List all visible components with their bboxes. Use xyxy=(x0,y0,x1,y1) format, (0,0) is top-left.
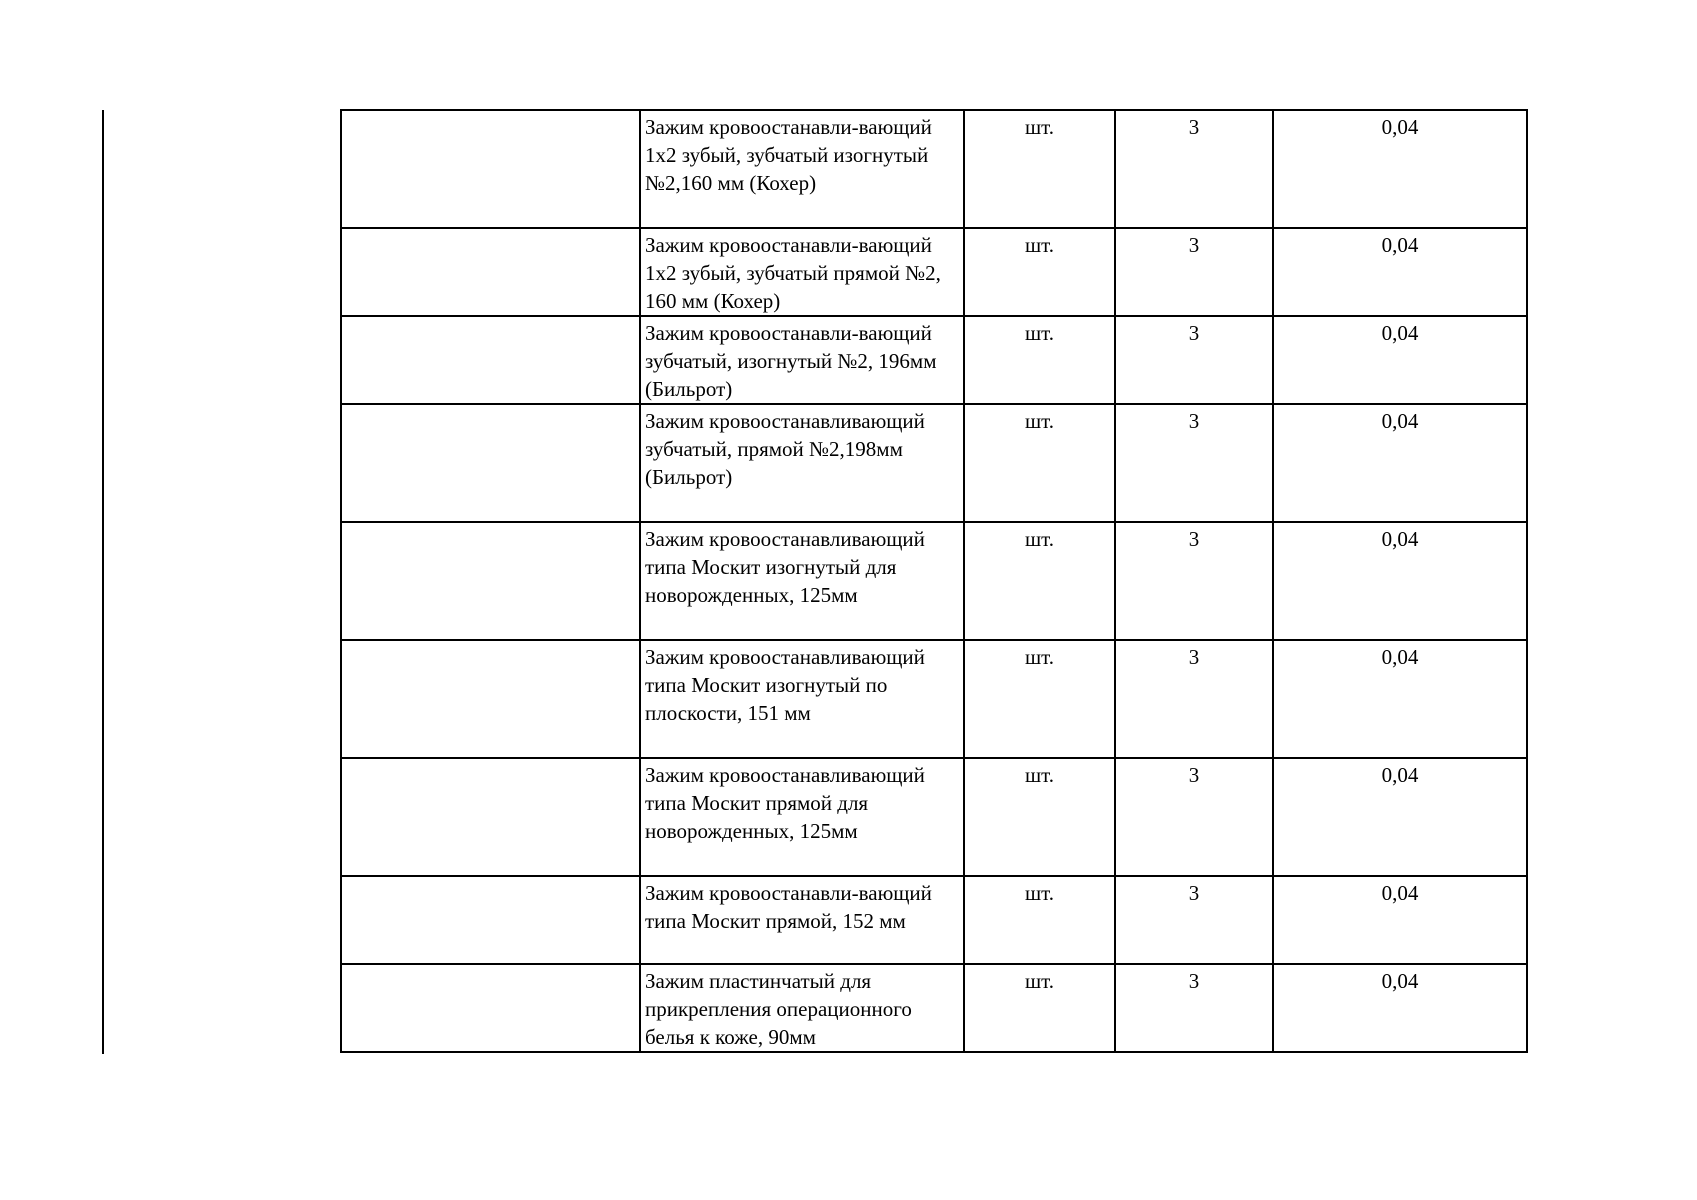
table-cell-col1 xyxy=(341,876,640,964)
item-unit: шт. xyxy=(1024,969,1055,993)
item-unit: шт. xyxy=(1024,115,1055,139)
table-cell-qty xyxy=(1115,758,1273,876)
table-row xyxy=(341,316,1527,404)
table-cell-unit xyxy=(964,758,1115,876)
table-cell-value xyxy=(1273,316,1527,404)
table-cell-name xyxy=(640,758,964,876)
table-cell-value xyxy=(1273,640,1527,758)
table-cell-name xyxy=(640,640,964,758)
table-cell-col1 xyxy=(341,316,640,404)
table-cell-qty xyxy=(1115,404,1273,522)
item-value: 0,04 xyxy=(1381,527,1419,551)
item-qty: 3 xyxy=(1188,645,1200,669)
table-cell-unit xyxy=(964,316,1115,404)
item-qty: 3 xyxy=(1188,409,1200,433)
item-qty: 3 xyxy=(1188,233,1200,257)
item-unit: шт. xyxy=(1024,233,1055,257)
table-row xyxy=(341,964,1527,1052)
item-value: 0,04 xyxy=(1381,115,1419,139)
item-name: Зажим кровоостанавливающий типа Москит изогнутый по плоскости, 151 мм xyxy=(645,645,925,725)
table-cell-name xyxy=(640,228,964,316)
table-cell-value xyxy=(1273,110,1527,228)
item-unit: шт. xyxy=(1024,527,1055,551)
table-row xyxy=(341,876,1527,964)
item-qty: 3 xyxy=(1188,115,1200,139)
page-margin-line xyxy=(102,110,104,1054)
table-row xyxy=(341,640,1527,758)
table-row xyxy=(341,758,1527,876)
table-cell-qty xyxy=(1115,228,1273,316)
table-cell-unit xyxy=(964,640,1115,758)
table-cell-value xyxy=(1273,522,1527,640)
table-cell-value xyxy=(1273,758,1527,876)
item-unit: шт. xyxy=(1024,409,1055,433)
item-name: Зажим кровоостанавли-вающий типа Москит прямой, 152 мм xyxy=(645,881,932,933)
table-cell-col1 xyxy=(341,228,640,316)
item-name: Зажим кровоостанавливающий зубчатый, прямой №2,198мм (Бильрот) xyxy=(645,409,925,489)
table-cell-qty xyxy=(1115,964,1273,1052)
item-name: Зажим кровоостанавливающий типа Москит прямой для новорожденных, 125мм xyxy=(645,763,925,843)
table-row xyxy=(341,522,1527,640)
item-name: Зажим кровоостанавли-вающий зубчатый, изогнутый №2, 196мм (Бильрот) xyxy=(645,321,937,401)
item-unit: шт. xyxy=(1024,763,1055,787)
item-name: Зажим кровоостанавливающий типа Москит изогнутый для новорожденных, 125мм xyxy=(645,527,925,607)
table-row xyxy=(341,404,1527,522)
table-row xyxy=(341,110,1527,228)
table-cell-name xyxy=(640,876,964,964)
table-cell-col1 xyxy=(341,758,640,876)
item-unit: шт. xyxy=(1024,881,1055,905)
table-cell-name xyxy=(640,404,964,522)
table-cell-col1 xyxy=(341,110,640,228)
item-name: Зажим кровоостанавли-вающий 1х2 зубый, зубчатый прямой №2, 160 мм (Кохер) xyxy=(645,233,941,313)
table-cell-value xyxy=(1273,876,1527,964)
item-name: Зажим кровоостанавли-вающий 1х2 зубый, зубчатый изогнутый №2,160 мм (Кохер) xyxy=(645,115,932,195)
item-name: Зажим пластинчатый для прикрепления операционного белья к коже, 90мм xyxy=(645,969,912,1049)
item-value: 0,04 xyxy=(1381,881,1419,905)
table-cell-col1 xyxy=(341,522,640,640)
item-unit: шт. xyxy=(1024,645,1055,669)
item-qty: 3 xyxy=(1188,969,1200,993)
table-row xyxy=(341,228,1527,316)
table-cell-name xyxy=(640,316,964,404)
table-cell-col1 xyxy=(341,404,640,522)
item-value: 0,04 xyxy=(1381,969,1419,993)
item-qty: 3 xyxy=(1188,527,1200,551)
table-cell-unit xyxy=(964,228,1115,316)
item-value: 0,04 xyxy=(1381,321,1419,345)
table-cell-col1 xyxy=(341,640,640,758)
item-qty: 3 xyxy=(1188,881,1200,905)
table-cell-name xyxy=(640,964,964,1052)
table-cell-unit xyxy=(964,522,1115,640)
table-cell-unit xyxy=(964,404,1115,522)
table-cell-value xyxy=(1273,404,1527,522)
table-cell-qty xyxy=(1115,876,1273,964)
table-cell-name xyxy=(640,522,964,640)
table-cell-name xyxy=(640,110,964,228)
item-qty: 3 xyxy=(1188,763,1200,787)
item-unit: шт. xyxy=(1024,321,1055,345)
table-cell-value xyxy=(1273,964,1527,1052)
table-cell-qty xyxy=(1115,316,1273,404)
item-value: 0,04 xyxy=(1381,233,1419,257)
item-qty: 3 xyxy=(1188,321,1200,345)
table-cell-unit xyxy=(964,876,1115,964)
items-table-body xyxy=(341,110,1527,1052)
table-cell-qty xyxy=(1115,110,1273,228)
table-cell-unit xyxy=(964,110,1115,228)
items-table xyxy=(340,109,1528,1053)
item-value: 0,04 xyxy=(1381,763,1419,787)
table-cell-col1 xyxy=(341,964,640,1052)
table-cell-qty xyxy=(1115,640,1273,758)
item-value: 0,04 xyxy=(1381,409,1419,433)
table-cell-value xyxy=(1273,228,1527,316)
item-value: 0,04 xyxy=(1381,645,1419,669)
table-cell-unit xyxy=(964,964,1115,1052)
table-cell-qty xyxy=(1115,522,1273,640)
